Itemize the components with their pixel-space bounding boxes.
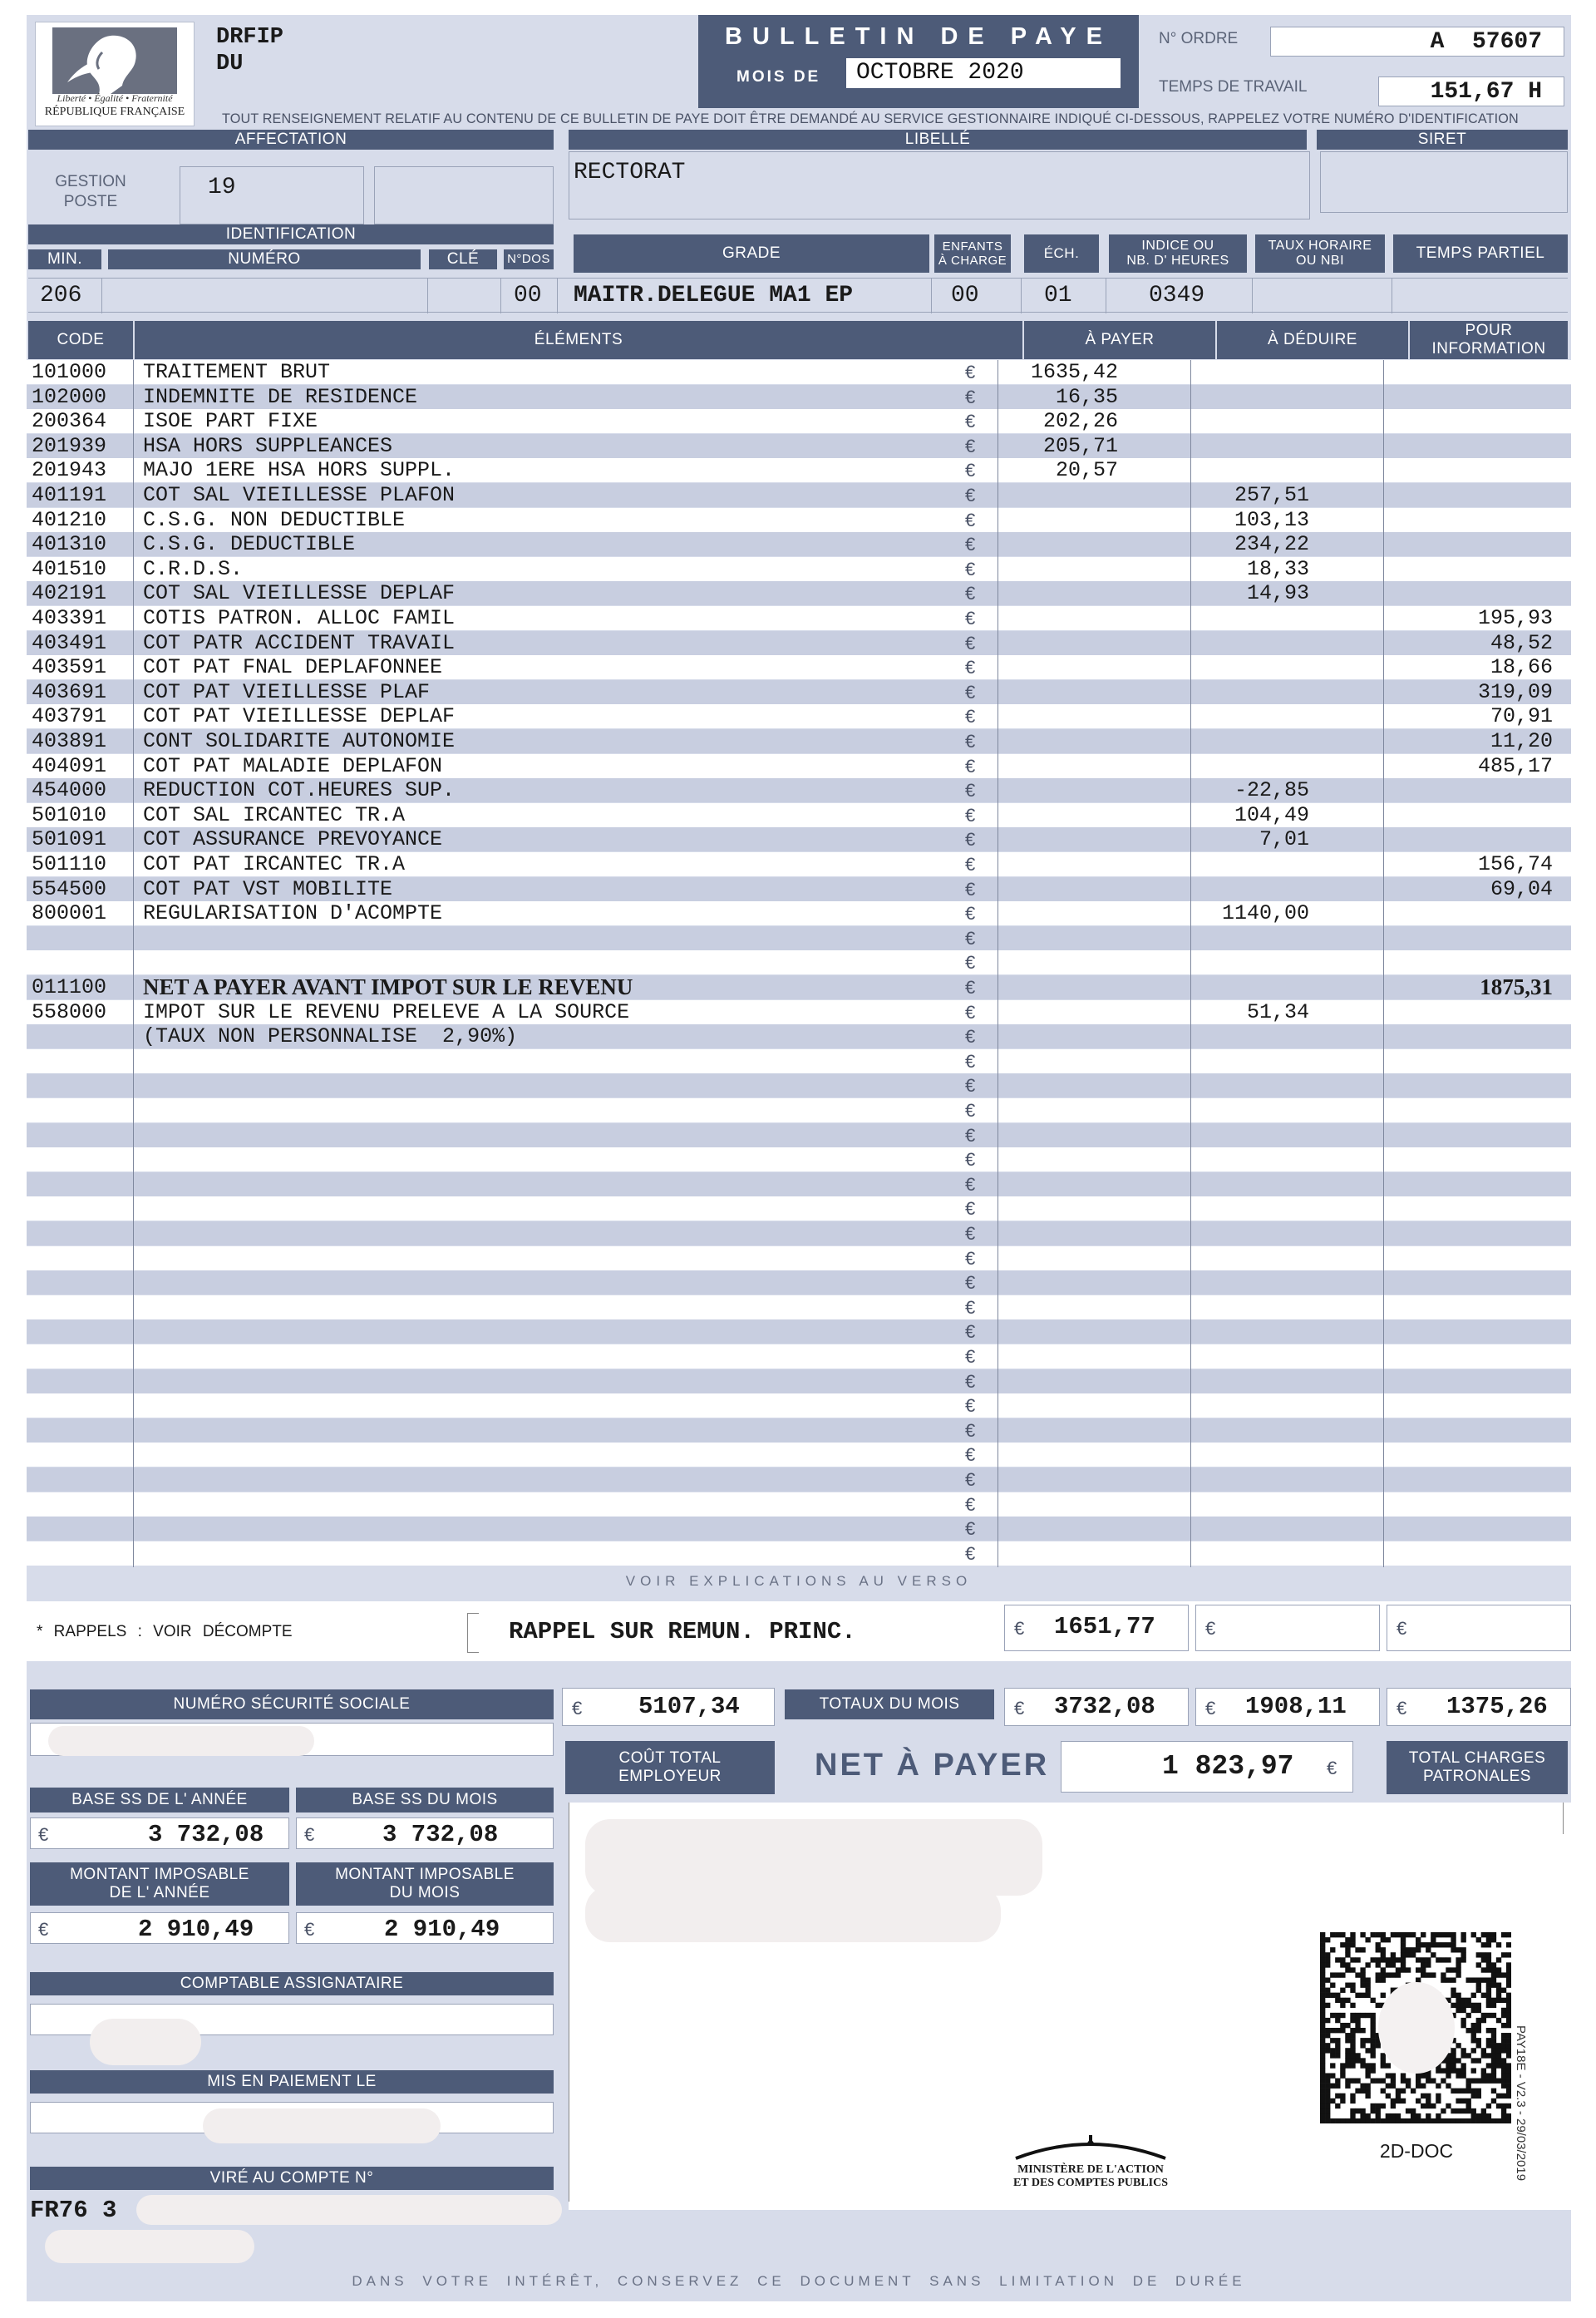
base-mois-label: BASE SS DU MOIS — [296, 1788, 554, 1812]
row-a-deduire: 14,93 — [1246, 581, 1309, 606]
row-label: C.R.D.S. — [143, 556, 244, 581]
row-currency: € — [965, 681, 976, 703]
base-mois-value: 3 732,08 — [382, 1821, 499, 1848]
secu-header: NUMÉRO SÉCURITÉ SOCIALE — [30, 1689, 554, 1719]
gestion-label: GESTION — [55, 173, 126, 190]
rappels-amount: 1651,77 — [1054, 1613, 1155, 1640]
row-label: C.S.G. DEDUCTIBLE — [143, 532, 356, 557]
redacted-comptable — [90, 2019, 201, 2065]
table-row — [27, 557, 1571, 581]
rappels-info-currency: € — [1396, 1618, 1407, 1639]
row-currency: € — [965, 755, 976, 777]
table-row — [27, 458, 1571, 482]
rappels-label: * RAPPELS : VOIR DÉCOMPTE — [37, 1623, 293, 1640]
table-row — [27, 1147, 1571, 1171]
poste-cell — [374, 166, 554, 224]
libelle-header: LIBELLÉ — [569, 130, 1307, 150]
row-a-deduire: 257,51 — [1234, 483, 1309, 507]
table-row — [27, 680, 1571, 704]
total-a-payer: 3732,08 — [1054, 1693, 1155, 1720]
row-currency: € — [965, 485, 976, 506]
pour-information-column-header: POUR INFORMATION — [1410, 321, 1568, 359]
row-currency: € — [965, 608, 976, 629]
row-code: 403491 — [32, 630, 107, 655]
row-code: 404091 — [32, 753, 107, 778]
imp-annee-label-1: MONTANT IMPOSABLE — [70, 1866, 249, 1884]
row-label: TRAITEMENT BRUT — [143, 360, 331, 384]
table-row — [27, 483, 1571, 507]
row-label: COT PAT IRCANTEC TR.A — [143, 852, 406, 876]
row-currency: € — [965, 1198, 976, 1220]
row-a-deduire: 103,13 — [1234, 507, 1309, 532]
siret-header: SIRET — [1317, 130, 1568, 150]
table-row — [27, 803, 1571, 827]
redacted-iban-2 — [45, 2230, 254, 2263]
poste-label: POSTE — [63, 193, 118, 210]
table-row — [27, 1049, 1571, 1073]
row-label: COT PAT VST MOBILITE — [143, 876, 393, 901]
row-currency: € — [965, 1346, 976, 1367]
base-mois-currency: € — [304, 1824, 315, 1845]
enfants-value: 00 — [951, 283, 979, 308]
row-code: 401510 — [32, 556, 107, 581]
total-pay-currency: € — [1014, 1698, 1025, 1719]
cle-label: CLÉ — [429, 249, 497, 269]
issuer-name: DRFIP — [216, 25, 284, 50]
indice-label-1: INDICE OU — [1141, 238, 1214, 253]
table-row — [27, 1517, 1571, 1541]
row-currency: € — [965, 903, 976, 925]
table-row — [27, 1000, 1571, 1024]
row-currency: € — [965, 386, 976, 407]
taux-label — [1255, 234, 1385, 273]
row-a-deduire: 104,49 — [1234, 802, 1309, 827]
table-row — [27, 606, 1571, 630]
row-code: 101000 — [32, 360, 107, 384]
ndos-label: N°DOS — [504, 249, 554, 269]
row-code: 402191 — [32, 581, 107, 606]
row-currency: € — [965, 977, 976, 998]
row-label: COT PAT VIEILLESSE DEPLAF — [143, 704, 456, 729]
row-currency: € — [965, 657, 976, 678]
grade-value: MAITR.DELEGUE MA1 EP — [574, 283, 854, 308]
total-pour-information: 1375,26 — [1446, 1693, 1548, 1720]
libelle-value: RECTORAT — [574, 160, 686, 185]
row-currency: € — [965, 1272, 976, 1294]
table-row — [27, 1073, 1571, 1097]
net-a-payer-currency: € — [1327, 1758, 1337, 1778]
row-currency: € — [965, 706, 976, 727]
row-code: 401310 — [32, 532, 107, 557]
table-row — [27, 1492, 1571, 1517]
row-currency: € — [965, 411, 976, 432]
mois-value: OCTOBRE 2020 — [846, 58, 1121, 88]
redacted-barcode — [1378, 1982, 1455, 2074]
row-code: 501091 — [32, 827, 107, 852]
taux-label-2: OU NBI — [1295, 254, 1345, 268]
row-currency: € — [965, 1296, 976, 1318]
row-a-payer: 16,35 — [1055, 384, 1118, 409]
row-code: 011100 — [32, 975, 107, 999]
compte-value: FR76 3 — [30, 2197, 117, 2224]
row-currency: € — [965, 1124, 976, 1146]
row-pour-information: 156,74 — [1477, 852, 1553, 876]
identification-header: IDENTIFICATION — [28, 224, 554, 244]
ech-value: 01 — [1044, 283, 1072, 308]
row-currency: € — [965, 558, 976, 580]
row-currency: € — [965, 1444, 976, 1466]
siret-cell — [1320, 151, 1568, 213]
row-currency: € — [965, 632, 976, 653]
ministry-line-1: MINISTÈRE DE L'ACTION — [1017, 2163, 1164, 2176]
notice-text: TOUT RENSEIGNEMENT RELATIF AU CONTENU DE CE BULLETIN DE PAYE DOIT ÊTRE DEMANDÉ AU SERVICE GESTIONNAIRE INDIQUÉ CI-DESSOUS, RAPPELEZ VOTRE NUMÉRO D'IDENTIFICATION — [222, 111, 1519, 126]
row-currency: € — [965, 829, 976, 851]
version-label: PAY18E - V2.3 - 29/03/2019 — [1514, 2025, 1528, 2182]
redacted-address — [585, 1886, 1001, 1942]
indice-value: 0349 — [1149, 283, 1205, 308]
rappels-ded-currency: € — [1205, 1618, 1216, 1639]
table-row — [27, 975, 1571, 999]
ordre-label: N° ORDRE — [1159, 30, 1239, 47]
document-title-block — [698, 15, 1139, 108]
code-column-header: CODE — [28, 321, 133, 359]
table-row — [27, 1172, 1571, 1196]
rappels-bracket — [467, 1613, 479, 1653]
row-currency: € — [965, 731, 976, 752]
row-currency: € — [965, 1100, 976, 1121]
row-currency: € — [965, 534, 976, 555]
rappels-ded-cell — [1195, 1605, 1380, 1651]
a-deduire-column-header: À DÉDUIRE — [1217, 321, 1408, 359]
logo-motto: Liberté • Égalité • Fraternité — [57, 92, 173, 104]
gestion-value: 19 — [208, 175, 236, 200]
imp-annee-currency: € — [38, 1919, 49, 1940]
row-currency: € — [965, 460, 976, 481]
row-label: MAJO 1ERE HSA HORS SUPPL. — [143, 458, 456, 483]
charges-label-2: PATRONALES — [1423, 1768, 1531, 1785]
row-code: 554500 — [32, 876, 107, 901]
montant-imposable-mois-value: 2 910,49 — [384, 1916, 500, 1943]
table-row — [27, 1369, 1571, 1393]
ministry-line-2: ET DES COMPTES PUBLICS — [1012, 2177, 1169, 2189]
table-row — [27, 729, 1571, 753]
voir-verso-text: VOIR EXPLICATIONS AU VERSO — [625, 1573, 973, 1589]
row-pour-information: 1875,31 — [1480, 974, 1553, 999]
table-row — [27, 926, 1571, 950]
row-currency: € — [965, 362, 976, 382]
marianne-logo — [35, 22, 195, 126]
row-label: COT SAL IRCANTEC TR.A — [143, 802, 406, 827]
row-a-deduire: 51,34 — [1246, 999, 1309, 1024]
row-a-payer: 202,26 — [1042, 409, 1118, 434]
indice-label — [1109, 234, 1247, 273]
grade-label: GRADE — [574, 234, 929, 273]
table-row — [27, 950, 1571, 974]
table-row — [27, 1098, 1571, 1122]
montant-imposable-annee-value: 2 910,49 — [138, 1916, 254, 1943]
row-currency: € — [965, 1518, 976, 1540]
row-pour-information: 48,52 — [1490, 630, 1553, 655]
row-currency: € — [965, 952, 976, 974]
mois-label: MOIS DE — [736, 68, 821, 86]
row-pour-information: 70,91 — [1490, 704, 1553, 729]
montant-imposable-mois-label — [296, 1862, 554, 1906]
row-code: 501010 — [32, 802, 107, 827]
temps-partiel-label: TEMPS PARTIEL — [1393, 234, 1568, 273]
table-row — [27, 1270, 1571, 1295]
comptable-assignataire-label: COMPTABLE ASSIGNATAIRE — [30, 1972, 554, 1995]
imp-mois-label-2: DU MOIS — [389, 1884, 461, 1901]
cout-total-value: 5107,34 — [638, 1693, 740, 1720]
row-currency: € — [965, 878, 976, 900]
row-pour-information: 485,17 — [1477, 753, 1553, 778]
table-row — [27, 877, 1571, 901]
table-row — [27, 704, 1571, 728]
table-row — [27, 1295, 1571, 1319]
issuer-city: DU — [216, 52, 244, 76]
affectation-header: AFFECTATION — [28, 130, 554, 150]
imp-mois-label-1: MONTANT IMPOSABLE — [335, 1866, 515, 1884]
base-annee-currency: € — [38, 1824, 49, 1845]
table-row — [27, 778, 1571, 802]
pay-lines-table — [27, 360, 1571, 1567]
row-currency: € — [965, 1542, 976, 1564]
row-currency: € — [965, 1050, 976, 1072]
row-currency: € — [965, 435, 976, 456]
row-currency: € — [965, 1395, 976, 1417]
table-row — [27, 827, 1571, 851]
row-code: 403791 — [32, 704, 107, 729]
row-currency: € — [965, 927, 976, 949]
redacted-secu — [48, 1726, 314, 1756]
a-payer-column-header: À PAYER — [1024, 321, 1215, 359]
column-divider — [1190, 360, 1191, 1567]
row-currency: € — [965, 1075, 976, 1097]
column-divider — [1383, 360, 1384, 1567]
total-charges-patronales-label — [1387, 1741, 1568, 1794]
cout-total-currency: € — [572, 1698, 583, 1719]
rappels-info-cell — [1387, 1605, 1571, 1651]
affectation-block — [28, 151, 554, 229]
table-row — [27, 1418, 1571, 1443]
marianne-icon — [52, 27, 177, 94]
rappels-pay-currency: € — [1014, 1618, 1025, 1639]
row-pour-information: 11,20 — [1490, 729, 1553, 753]
row-currency: € — [965, 780, 976, 801]
row-label: COTIS PATRON. ALLOC FAMIL — [143, 606, 456, 630]
table-row — [27, 1123, 1571, 1147]
total-info-currency: € — [1396, 1698, 1407, 1719]
montant-imposable-annee-label — [30, 1862, 289, 1906]
row-code: 403691 — [32, 679, 107, 704]
column-divider — [133, 360, 134, 1567]
table-row — [27, 1319, 1571, 1344]
total-a-deduire: 1908,11 — [1245, 1693, 1347, 1720]
row-label: COT PAT VIEILLESSE PLAF — [143, 679, 431, 704]
2d-doc-label: 2D-DOC — [1379, 2140, 1454, 2162]
row-label: INDEMNITE DE RESIDENCE — [143, 384, 418, 409]
row-code: 403391 — [32, 606, 107, 630]
row-currency: € — [965, 583, 976, 604]
indice-label-2: NB. D' HEURES — [1126, 254, 1229, 268]
table-row — [27, 1393, 1571, 1418]
row-a-deduire: 1140,00 — [1221, 901, 1309, 926]
row-code: 403591 — [32, 655, 107, 680]
row-code: 501110 — [32, 852, 107, 876]
row-code: 201943 — [32, 458, 107, 483]
imp-mois-currency: € — [304, 1919, 315, 1940]
total-ded-currency: € — [1205, 1698, 1216, 1719]
row-label: COT PAT MALADIE DEPLAFON — [143, 753, 443, 778]
document-title: BULLETIN DE PAYE — [725, 23, 1112, 50]
row-code: 454000 — [32, 778, 107, 803]
row-label: NET A PAYER AVANT IMPOT SUR LE REVENU — [143, 974, 633, 999]
row-currency: € — [965, 509, 976, 530]
row-code: 558000 — [32, 999, 107, 1024]
table-row — [27, 852, 1571, 876]
row-code: 401210 — [32, 507, 107, 532]
table-row — [27, 409, 1571, 433]
row-currency: € — [965, 1493, 976, 1515]
footer-notice: DANS VOTRE INTÉRÊT, CONSERVEZ CE DOCUMENT SANS LIMITATION DE DURÉE — [352, 2273, 1246, 2289]
row-currency: € — [965, 1370, 976, 1392]
row-code: 800001 — [32, 901, 107, 926]
redacted-name — [585, 1819, 1042, 1896]
row-a-payer: 20,57 — [1055, 458, 1118, 483]
row-label: COT PAT FNAL DEPLAFONNEE — [143, 655, 443, 680]
enfants-label-1: ENFANTS — [942, 239, 1003, 254]
row-label: REGULARISATION D'ACOMPTE — [143, 901, 443, 926]
charges-label-1: TOTAL CHARGES — [1408, 1749, 1546, 1768]
row-a-payer: 1635,42 — [1030, 360, 1118, 384]
row-currency: € — [965, 1223, 976, 1244]
min-label: MIN. — [28, 249, 101, 269]
enfants-label-2: À CHARGE — [938, 254, 1007, 268]
table-row — [27, 581, 1571, 605]
row-currency: € — [965, 1173, 976, 1195]
row-currency: € — [965, 804, 976, 826]
table-row — [27, 1221, 1571, 1245]
elements-column-header: ÉLÉMENTS — [135, 321, 1022, 359]
table-row — [27, 631, 1571, 655]
row-pour-information: 69,04 — [1490, 876, 1553, 901]
row-a-deduire: -22,85 — [1234, 778, 1309, 803]
base-annee-value: 3 732,08 — [148, 1821, 264, 1848]
row-currency: € — [965, 1149, 976, 1171]
row-pour-information: 18,66 — [1490, 655, 1553, 680]
row-code: 102000 — [32, 384, 107, 409]
row-code: 200364 — [32, 409, 107, 434]
cout-total-label-2: EMPLOYEUR — [618, 1768, 722, 1785]
row-a-deduire: 234,22 — [1234, 532, 1309, 557]
row-currency: € — [965, 1321, 976, 1343]
table-row — [27, 360, 1571, 384]
row-a-deduire: 18,33 — [1246, 556, 1309, 581]
redacted-paiement-date — [203, 2108, 441, 2143]
row-code: 401191 — [32, 483, 107, 507]
rappels-value: RAPPEL SUR REMUN. PRINC. — [509, 1618, 856, 1645]
row-currency: € — [965, 1469, 976, 1490]
min-value: 206 — [40, 283, 82, 308]
row-currency: € — [965, 1026, 976, 1048]
row-label: C.S.G. NON DEDUCTIBLE — [143, 507, 406, 532]
row-pour-information: 319,09 — [1477, 679, 1553, 704]
table-row — [27, 1467, 1571, 1492]
imp-annee-label-2: DE L' ANNÉE — [109, 1884, 210, 1901]
table-row — [27, 1024, 1571, 1048]
row-label: COT PATR ACCIDENT TRAVAIL — [143, 630, 456, 655]
table-row — [27, 1541, 1571, 1566]
net-a-payer-value: 1 823,97 — [1162, 1751, 1294, 1782]
row-label: HSA HORS SUPPLEANCES — [143, 433, 393, 458]
cout-total-label-1: COÛT TOTAL — [618, 1749, 722, 1768]
logo-name: RÉPUBLIQUE FRANÇAISE — [44, 106, 185, 118]
row-label: COT SAL VIEILLESSE DEPLAF — [143, 581, 456, 606]
enfants-label — [934, 234, 1011, 273]
table-row — [27, 532, 1571, 556]
ndos-value: 00 — [514, 283, 542, 308]
row-currency: € — [965, 1247, 976, 1269]
table-row — [27, 901, 1571, 925]
row-label: ISOE PART FIXE — [143, 409, 318, 434]
table-row — [27, 1196, 1571, 1221]
identification-values-row — [28, 278, 1568, 313]
cout-total-employeur-label — [565, 1741, 775, 1794]
ech-label: ÉCH. — [1024, 234, 1099, 273]
table-row — [27, 1246, 1571, 1270]
temps-travail-value: 151,67 H — [1378, 76, 1564, 106]
table-row — [27, 434, 1571, 458]
table-row — [27, 1344, 1571, 1369]
totaux-du-mois-label: TOTAUX DU MOIS — [785, 1689, 994, 1719]
net-a-payer-label: NET À PAYER — [815, 1748, 1050, 1783]
ministry-name — [991, 2163, 1190, 2190]
row-currency: € — [965, 1001, 976, 1023]
table-row — [27, 655, 1571, 679]
row-label: (TAUX NON PERSONNALISE 2,90%) — [143, 1024, 518, 1049]
taux-label-1: TAUX HORAIRE — [1268, 238, 1372, 253]
table-row — [27, 508, 1571, 532]
numero-label: NUMÉRO — [108, 249, 421, 269]
row-label: COT SAL VIEILLESSE PLAFON — [143, 483, 456, 507]
row-code: 403891 — [32, 729, 107, 753]
table-row — [27, 754, 1571, 778]
table-row — [27, 1443, 1571, 1467]
mis-en-paiement-label: MIS EN PAIEMENT LE — [30, 2070, 554, 2094]
row-label: COT ASSURANCE PREVOYANCE — [143, 827, 443, 852]
row-currency: € — [965, 854, 976, 875]
row-currency: € — [965, 1419, 976, 1441]
temps-travail-label: TEMPS DE TRAVAIL — [1159, 78, 1308, 96]
row-a-deduire: 7,01 — [1259, 827, 1309, 852]
row-label: REDUCTION COT.HEURES SUP. — [143, 778, 456, 803]
row-code: 201939 — [32, 433, 107, 458]
vire-au-compte-label: VIRÉ AU COMPTE N° — [30, 2167, 554, 2190]
payslip-sheet — [27, 15, 1571, 2301]
row-label: IMPOT SUR LE REVENU PRELEVE A LA SOURCE — [143, 999, 630, 1024]
address-bracket-top-right — [1563, 1803, 1564, 1834]
base-annee-label: BASE SS DE L' ANNÉE — [30, 1788, 289, 1812]
row-pour-information: 195,93 — [1477, 606, 1553, 630]
redacted-iban — [136, 2195, 562, 2225]
row-a-payer: 205,71 — [1042, 433, 1118, 458]
row-label: CONT SOLIDARITE AUTONOMIE — [143, 729, 456, 753]
ordre-value: A 57607 — [1270, 27, 1564, 57]
table-row — [27, 385, 1571, 409]
